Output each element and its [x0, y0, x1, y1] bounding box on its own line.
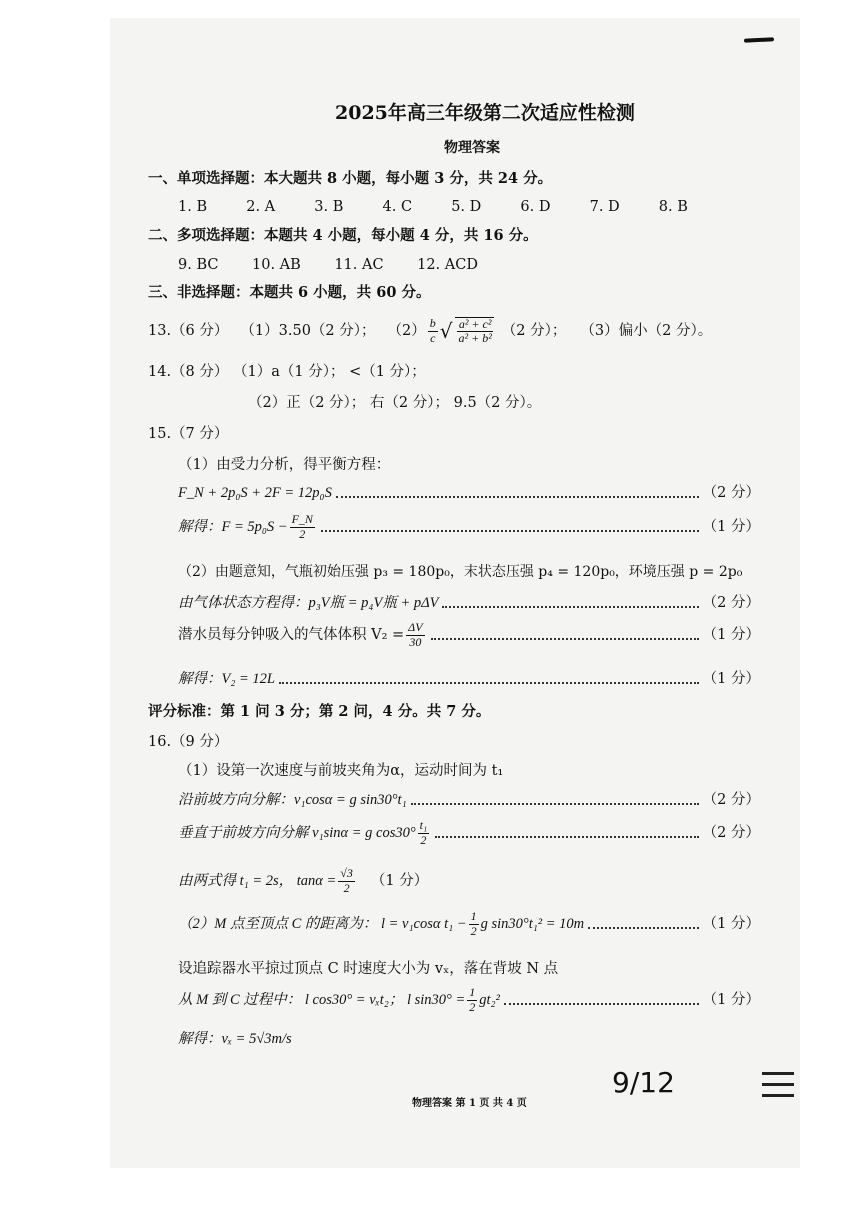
q15-eq5-line [178, 672, 760, 687]
answer-8: 8. B [658, 199, 688, 215]
q16-eq3-score: （1 分） [370, 872, 429, 889]
q15-eq2-fraction: $\frac{F\_N}{2}$ [291, 512, 313, 541]
q13-b-over-c: $\frac{b}{c}$ [429, 316, 436, 345]
q16-eq5-suffix: gt₂² [479, 991, 500, 1008]
q16-eq5-prefix: 从 M 到 C 过程中： l cos30° = vₓt₂； l sin30° = [178, 991, 466, 1008]
dotted-leader [588, 927, 699, 929]
dotted-leader [411, 803, 699, 805]
sqrt-icon: √ [439, 319, 453, 343]
q14-line1: 14.（8 分） （1）a（1 分）； <（1 分）； [148, 364, 426, 380]
q15-eq3-score: （2 分） [702, 595, 760, 611]
q16-eq3-line [178, 864, 428, 898]
answer-11: 11. AC [334, 257, 384, 273]
q15-eq5-score: （1 分） [702, 671, 760, 687]
q16-eq2-prefix: 垂直于前坡方向分解 v₁sinα = g cos30° [178, 824, 416, 841]
answer-6: 6. D [520, 199, 551, 215]
dotted-leader [504, 1003, 699, 1005]
section-2-heading: 二、多项选择题：本题共 4 小题，每小题 4 分，共 16 分。 [148, 227, 538, 244]
section-2-answers [178, 258, 478, 273]
q16-eq4-fraction: $\frac{1}{2}$ [470, 909, 477, 938]
q16-eq1-score: （2 分） [702, 792, 760, 808]
q13-part3: （3）偏小（2 分）。 [580, 322, 713, 339]
q16-eq4-line [178, 908, 760, 940]
page-subtitle: 物理答案 [444, 140, 500, 156]
q15-eq5: 解得：V₂ = 12L [178, 671, 275, 687]
q16-eq4-score: （1 分） [702, 915, 760, 932]
section-1-heading: 一、单项选择题：本大题共 8 小题，每小题 3 分，共 24 分。 [148, 170, 553, 187]
answer-12: 12. ACD [417, 257, 478, 273]
dotted-leader [431, 638, 699, 640]
q16-eq3-prefix: 由两式得 t₁ = 2s， tanα = [178, 872, 337, 889]
page-indicator: 9/12 [612, 1066, 675, 1099]
q14-line2: （2）正（2 分）； 右（2 分）； 9.5（2 分）。 [248, 395, 542, 411]
q15-part1-intro: （1）由受力分析，得平衡方程： [178, 457, 391, 473]
q13-line [148, 318, 712, 344]
q15-eq1-line [178, 486, 760, 501]
q15-rubric: 评分标准：第 1 问 3 分；第 2 问，4 分。共 7 分。 [148, 703, 491, 720]
q16-eq4-prefix: （2）M 点至顶点 C 的距离为： l = v₁cosα t₁ − [178, 915, 467, 932]
dotted-leader [435, 836, 698, 838]
answer-10: 10. AB [252, 257, 301, 273]
q16-eq6: 解得：vₓ = 5√3m/s [178, 1031, 292, 1047]
q15-eq2-line [178, 512, 760, 542]
answer-3: 3. B [314, 199, 344, 215]
page-footer: 物理答案 第 1 页 共 4 页 [412, 1098, 527, 1109]
q13-part1: （1）3.50（2 分）； [240, 322, 376, 339]
q16-eq5-line [178, 984, 760, 1016]
q15-eq3: 由气体状态方程得：p₃V瓶 = p₄V瓶 + pΔV [178, 595, 439, 611]
q15-eq1-score: （2 分） [702, 485, 760, 501]
answer-2: 2. A [246, 199, 276, 215]
q15-eq4-prefix: 潜水员每分钟吸入的气体体积 V₂ = [178, 626, 405, 643]
q13-part2-score: （2 分）； [501, 322, 567, 339]
dotted-leader [321, 530, 699, 532]
q13-root-fraction: $\frac{\text{a² + c²}}{\text{a² + b²}}$ [455, 317, 494, 345]
q16-part2-intro: 设追踪器水平掠过顶点 C 时速度大小为 vₓ，落在背坡 N 点 [178, 961, 559, 977]
q16-eq5-score: （1 分） [702, 991, 760, 1008]
answer-1: 1. B [178, 199, 208, 215]
q13-head: 13.（6 分） [148, 322, 229, 339]
answer-5: 5. D [451, 199, 482, 215]
dotted-leader [336, 496, 699, 498]
q16-eq1-line [178, 793, 760, 808]
menu-icon[interactable] [762, 1072, 794, 1098]
q15-eq1: F_N + 2p₀S + 2F = 12p₀S [178, 485, 332, 501]
q15-eq4-line [178, 620, 760, 650]
answer-9: 9. BC [178, 257, 219, 273]
dotted-leader [279, 682, 699, 684]
q15-eq2-score: （1 分） [702, 518, 760, 535]
q16-eq2-score: （2 分） [702, 824, 760, 841]
q16-eq2-line [178, 818, 760, 848]
q16-eq5-fraction: $\frac{1}{2}$ [469, 985, 476, 1014]
q13-part2-prefix: （2） [387, 322, 426, 339]
answer-4: 4. C [382, 199, 413, 215]
q15-eq3-line [178, 596, 760, 611]
section-1-answers [178, 200, 688, 215]
q16-eq1: 沿前坡方向分解：v₁cosα = g sin30°t₁ [178, 792, 407, 808]
page-title: 2025年高三年级第二次适应性检测 [335, 102, 635, 124]
q15-eq4-fraction: $\frac{\Delta V}{30}$ [408, 620, 423, 649]
q16-part1-intro: （1）设第一次速度与前坡夹角为α，运动时间为 t₁ [178, 763, 504, 779]
dotted-leader [442, 606, 698, 608]
q16-head: 16.（9 分） [148, 734, 229, 750]
q16-eq3-fraction: $\frac{√3}{2}$ [340, 866, 353, 895]
q15-eq4-score: （1 分） [702, 626, 760, 643]
q15-eq2-prefix: 解得：F = 5p₀S − [178, 518, 288, 535]
q16-eq4-suffix: g sin30°t₁² = 10m [480, 915, 585, 932]
section-3-heading: 三、非选择题：本题共 6 小题，共 60 分。 [148, 284, 431, 301]
q15-part2-intro: （2）由题意知，气瓶初始压强 p₃ = 180p₀，末状态压强 p₄ = 120p₀，环境压强 p = 2p₀ [178, 564, 743, 580]
answer-7: 7. D [589, 199, 620, 215]
q16-eq2-fraction: $\frac{\text{t₁}}{2}$ [419, 818, 428, 847]
q15-head: 15.（7 分） [148, 426, 229, 442]
